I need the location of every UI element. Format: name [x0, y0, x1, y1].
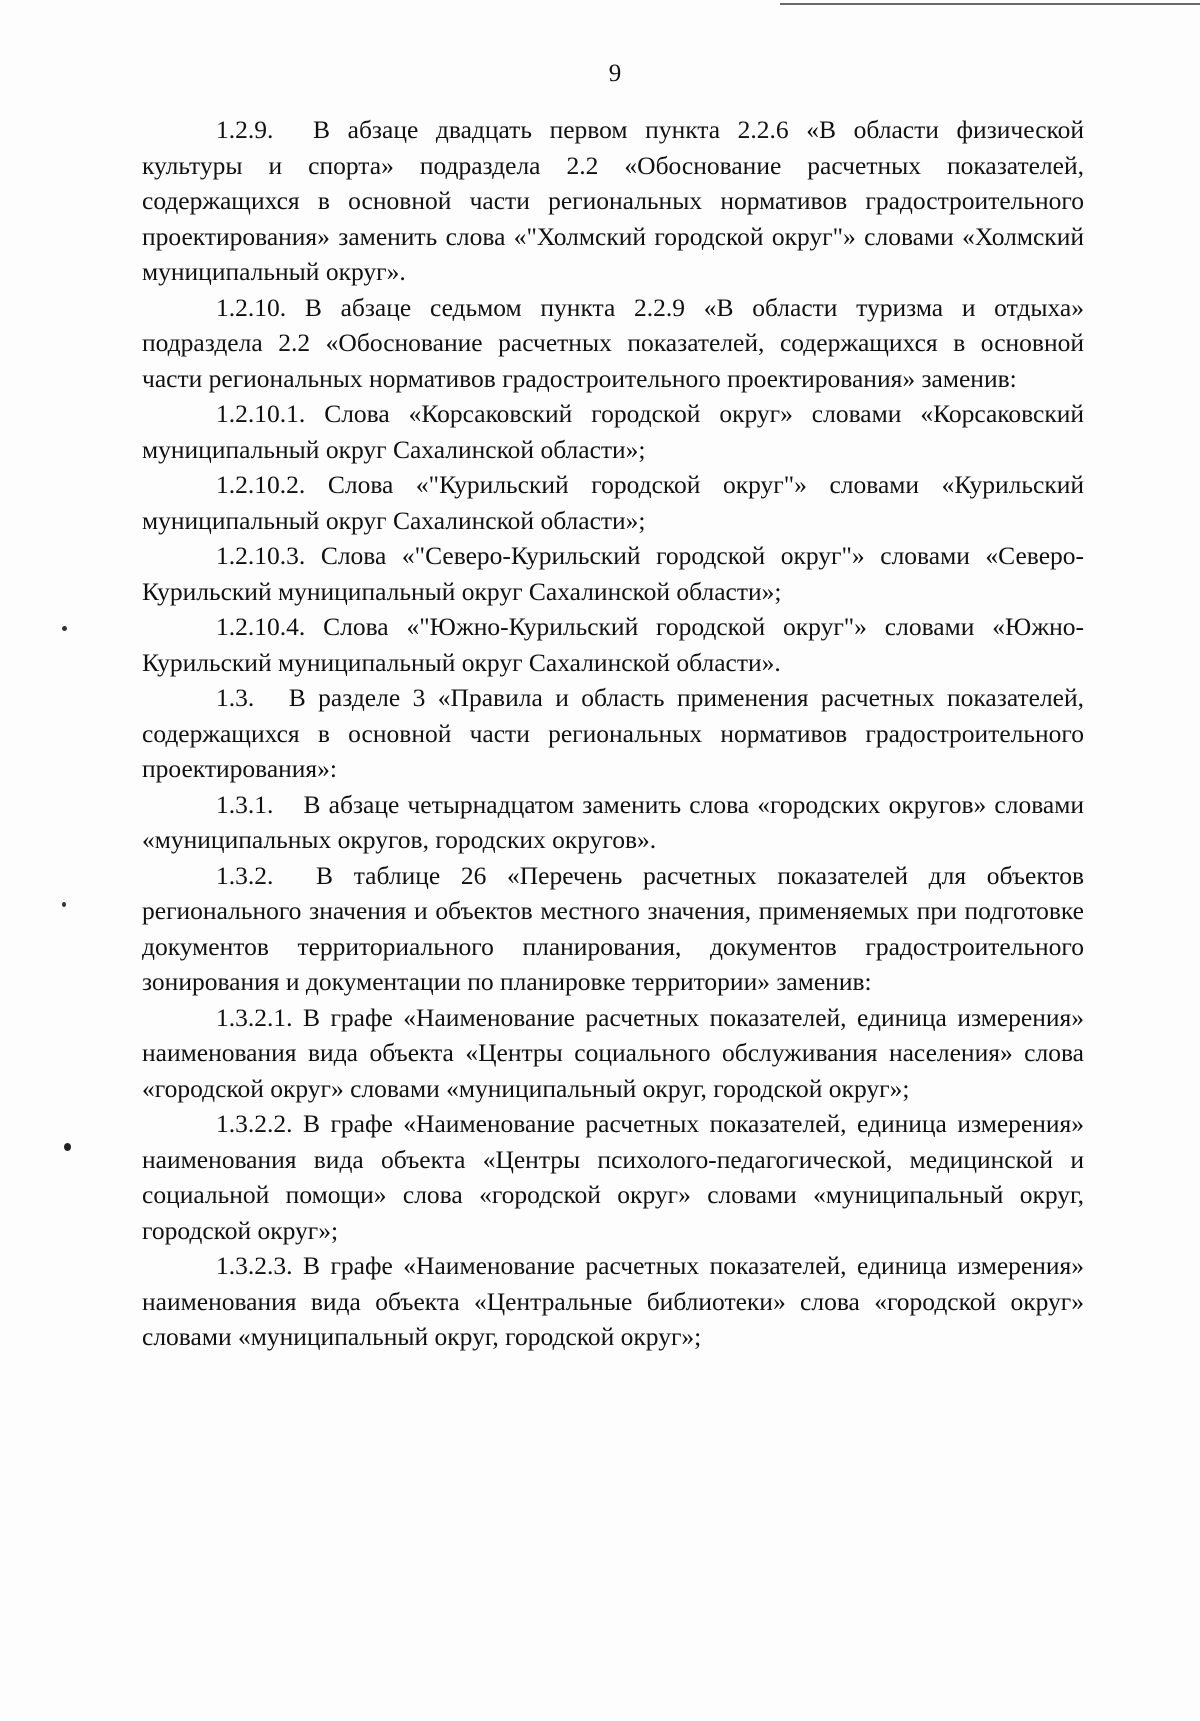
paragraph-number: 1.3.2.1. [216, 1002, 293, 1032]
paragraph-1-3-2-3 [142, 1248, 1084, 1355]
paragraph-number: 1.3. [216, 683, 255, 712]
paragraph-1-3-2-1 [142, 1000, 1084, 1107]
top-edge-rule [780, 3, 1200, 5]
paragraph-text: В графе «Наименование расчетных показателей, единица измерения» наименования вида объекта «Центральные библиотеки» слова «городской округ» словами «муниципальный округ, городской округ»; [142, 1251, 1085, 1351]
paragraph-number: 1.2.10.4. [216, 612, 306, 641]
paragraph-1-3 [142, 680, 1084, 787]
paragraph-text: В абзаце двадцать первом пункта 2.2.6 «В области физической культуры и спорта» подраздела 2.2 «Обоснование расчетных показателей, содержащихся в основной части региональных нормативов градостроительного проектирования» заменить слова «"Холмский городской округ"» словами «Холмский муниципальный округ». [142, 115, 1085, 286]
page-number: 9 [608, 60, 622, 87]
paragraph-number: 1.3.1. [216, 789, 274, 819]
paragraph-number: 1.3.2.2. [216, 1109, 293, 1138]
paragraph-1-3-2-2 [142, 1106, 1084, 1248]
paragraph-1-2-10-1 [142, 396, 1084, 467]
paragraph-1-2-10 [142, 290, 1084, 397]
document-body [142, 112, 1084, 1355]
paragraph-text: Слова «"Северо-Курильский городской округ"» словами «Северо-Курильский муниципальный округ Сахалинской области»; [142, 541, 1085, 606]
scan-speck [64, 1143, 71, 1151]
paragraph-number: 1.2.10.3. [216, 541, 306, 570]
paragraph-text: В абзаце седьмом пункта 2.2.9 «В области туризма и отдыха» подраздела 2.2 «Обоснование расчетных показателей, содержащихся в основной части региональных нормативов градостроительного проектирования» заменив: [142, 292, 1084, 393]
paragraph-1-3-2 [142, 858, 1084, 1000]
paragraph-text: В разделе 3 «Правила и область применения расчетных показателей, содержащихся в основной части региональных нормативов градостроительного проектирования»: [142, 683, 1085, 783]
paragraph-number: 1.2.10.1. [216, 399, 306, 428]
paragraph-number: 1.2.10. [216, 292, 287, 322]
paragraph-text: Слова «Корсаковский городской округ» словами «Корсаковский муниципальный округ Сахалинской области»; [142, 399, 1084, 464]
paragraph-number: 1.2.9. [216, 115, 274, 144]
scan-speck [62, 626, 67, 631]
paragraph-text: В графе «Наименование расчетных показателей, единица измерения» наименования вида объекта «Центры социального обслуживания населения» слова «городской округ» словами «муниципальный округ, городской округ»; [142, 1002, 1085, 1103]
paragraph-1-2-10-2 [142, 467, 1084, 538]
paragraph-1-2-10-3 [142, 538, 1084, 609]
paragraph-text: Слова «"Южно-Курильский городской округ"» словами «Южно-Курильский муниципальный округ Сахалинской области». [142, 612, 1084, 677]
paragraph-1-2-9 [142, 112, 1084, 290]
paragraph-text: Слова «"Курильский городской округ"» словами «Курильский муниципальный округ Сахалинской области»; [142, 470, 1085, 535]
paragraph-number: 1.2.10.2. [216, 470, 306, 499]
paragraph-text: В абзаце четырнадцатом заменить слова «городских округов» словами «муниципальных округов, городских округов». [142, 789, 1084, 854]
scan-speck [62, 902, 66, 907]
paragraph-1-2-10-4 [142, 609, 1084, 680]
paragraph-number: 1.3.2.3. [216, 1251, 293, 1280]
paragraph-text: В таблице 26 «Перечень расчетных показателей для объектов регионального значения и объектов местного значения, применяемых при подготовке документов территориального планирования, документов градостроительного зонирования и документации по планировке территории» заменив: [142, 860, 1084, 996]
paragraph-text: В графе «Наименование расчетных показателей, единица измерения» наименования вида объекта «Центры психолого-педагогической, медицинской и социальной помощи» слова «городской округ» словами «муниципальный округ, городской округ»; [142, 1109, 1085, 1245]
paragraph-number: 1.3.2. [216, 860, 274, 890]
paragraph-1-3-1 [142, 787, 1084, 858]
